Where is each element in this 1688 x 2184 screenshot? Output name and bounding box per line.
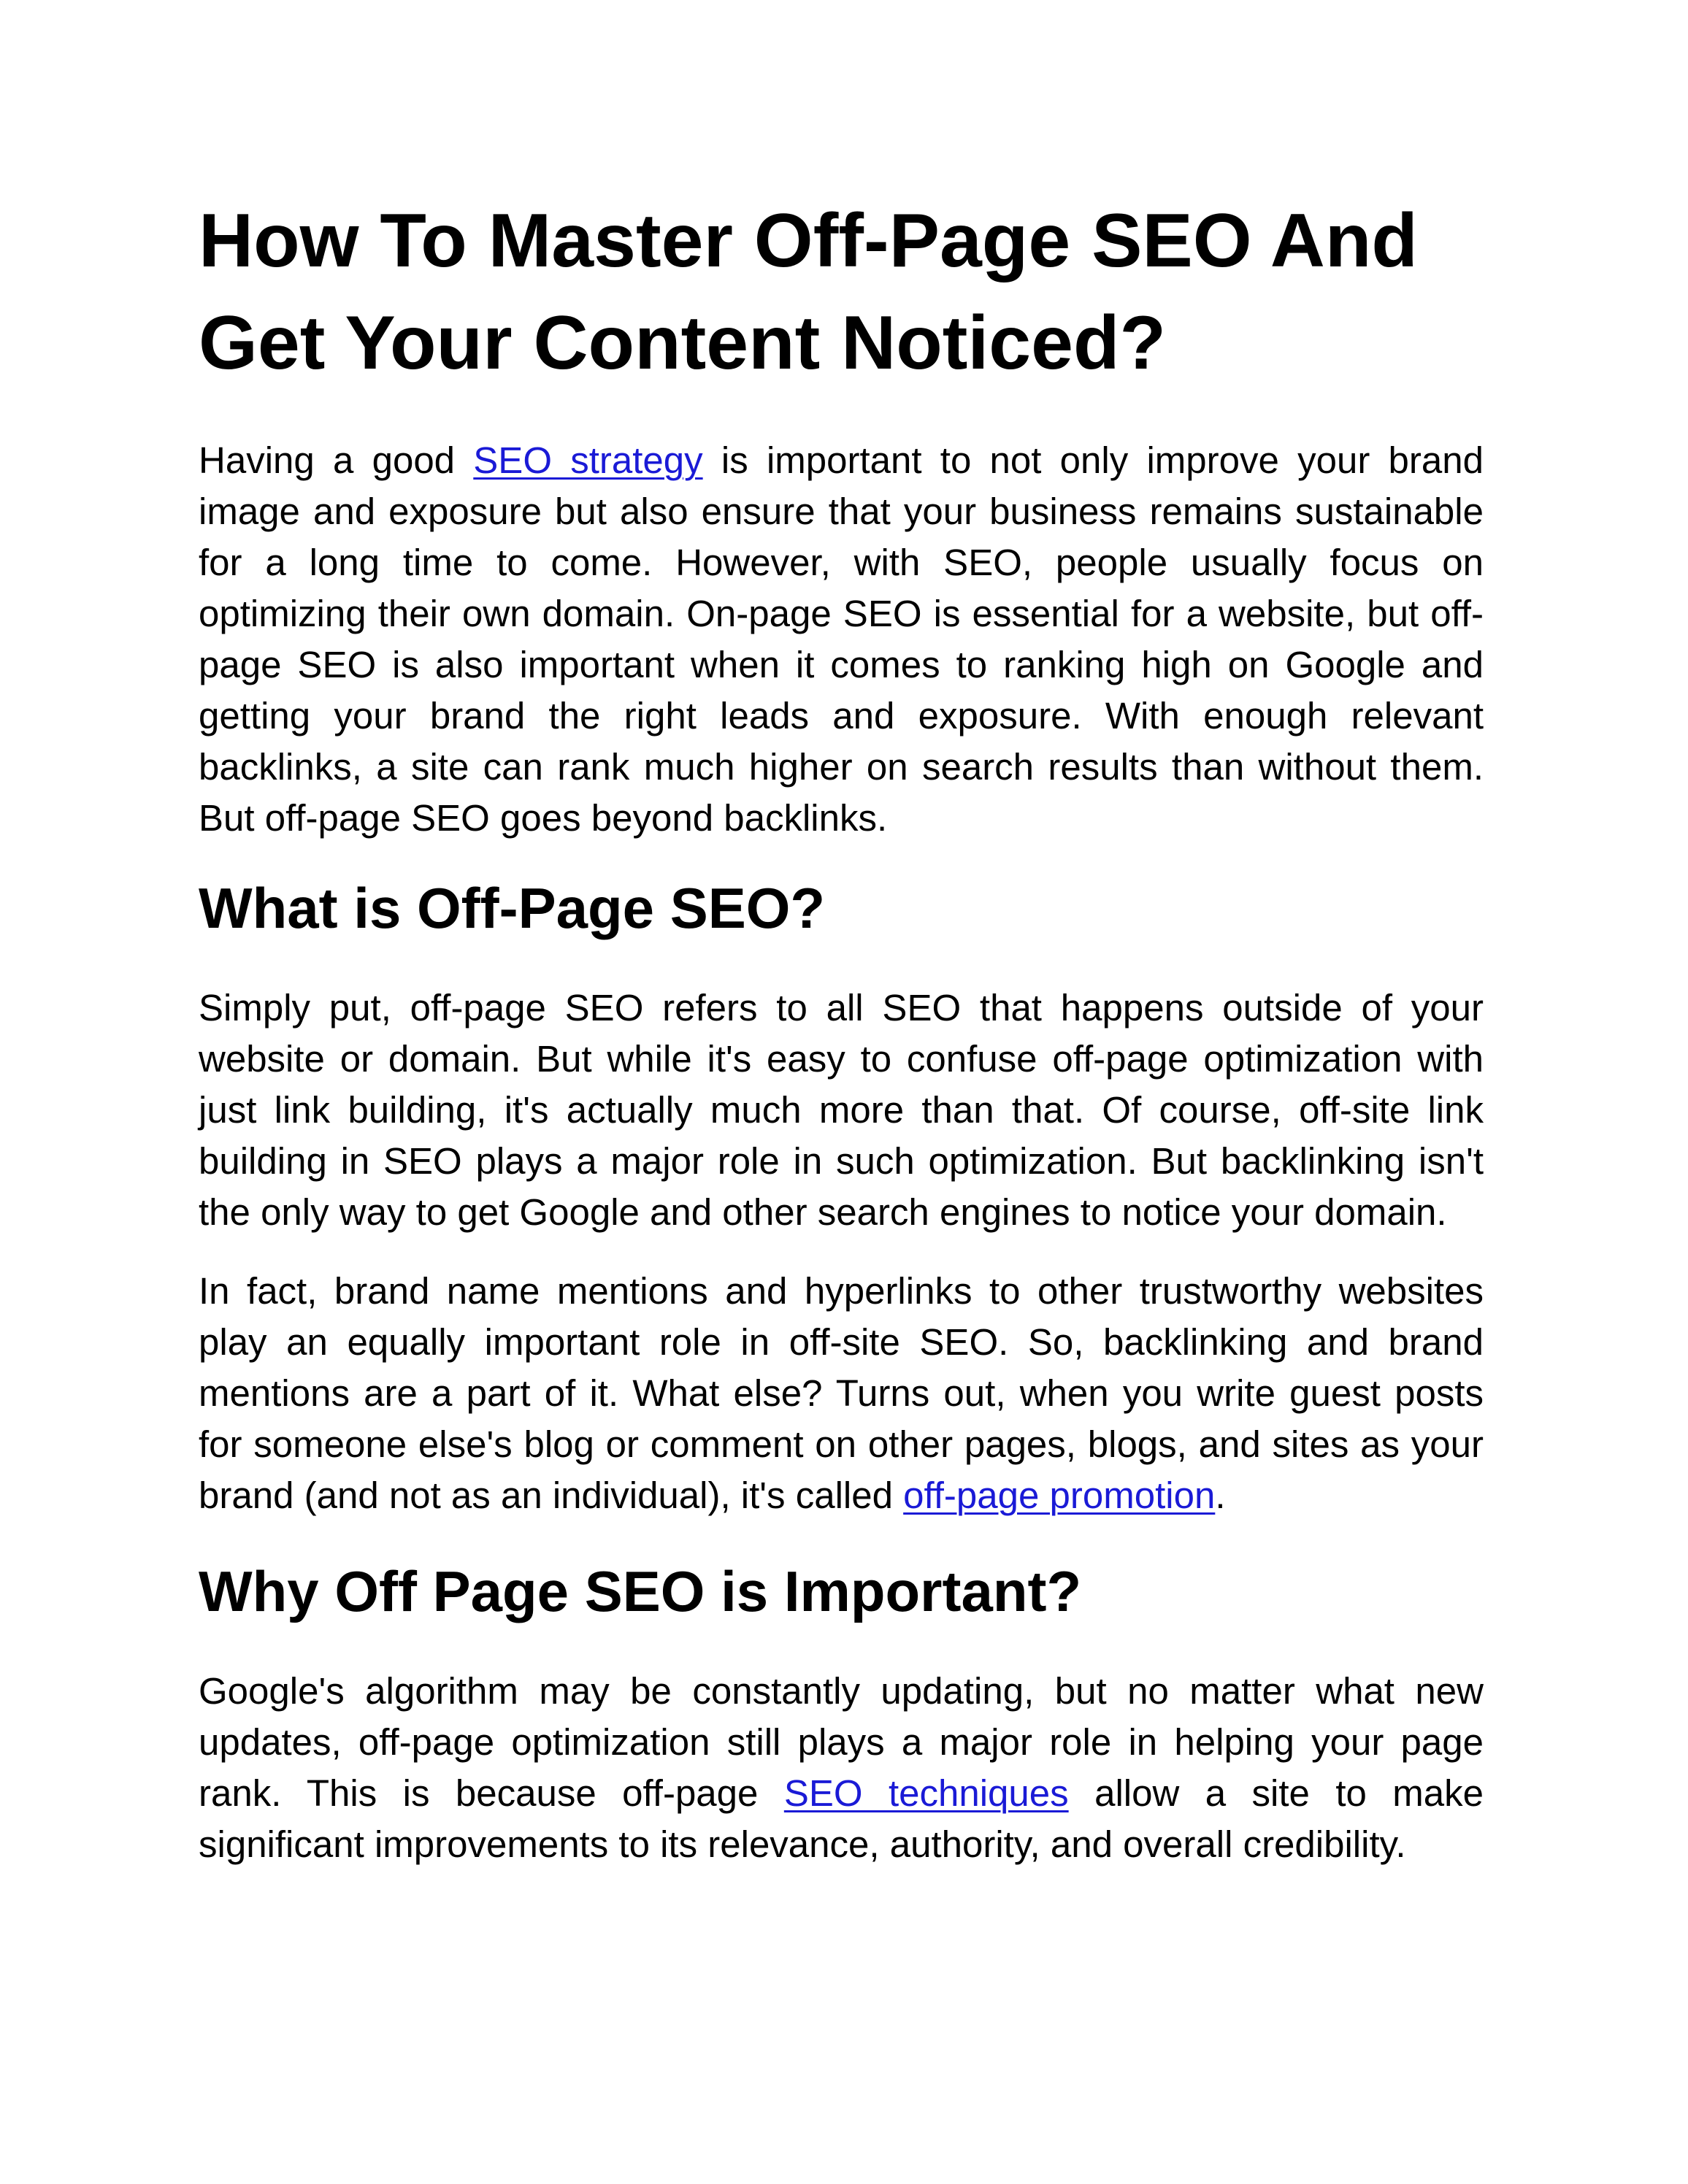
intro-text-end: is important to not only improve your brand image and exposure but also ensure that your business remains sustainable for a long time to come. However, with SEO, people usually focus on optimizing their own domain. On-page SEO is essential for a website, but off-page SEO is also important when it comes to ranking high on Google and getting your brand the right leads and exposure. With enough relevant backlinks, a site can rank much higher on search results than without them. But off-page SEO goes beyond backlinks. bbox=[199, 439, 1484, 839]
section-heading-what-is-off-page-seo: What is Off-Page SEO? bbox=[199, 876, 826, 940]
section-heading-why-off-page-seo-important: Why Off Page SEO is Important? bbox=[199, 1559, 1082, 1623]
importance-text-end: allow a site to make significant improvements to its relevance, authority, and overall credibility. bbox=[199, 1772, 1484, 1865]
brand-mentions-paragraph bbox=[199, 1266, 1484, 1521]
importance-text-start: Google's algorithm may be constantly updating, but no matter what new updates, off-page optimization still plays a major role in helping your page rank. This is because off-page bbox=[199, 1670, 1484, 1814]
document-page bbox=[199, 190, 1484, 1898]
definition-paragraph: Simply put, off-page SEO refers to all SEO that happens outside of your website or domain. But while it's easy to confuse off-page optimization with just link building, it's actually much more than that. Of course, off-site link building in SEO plays a major role in such optimization. But backlinking isn't the only way to get Google and other search engines to notice your domain. bbox=[199, 987, 1484, 1233]
intro-text-start: Having a good bbox=[199, 439, 474, 481]
brand-mentions-text-end: . bbox=[1215, 1474, 1226, 1516]
brand-mentions-text-start: In fact, brand name mentions and hyperlinks to other trustworthy websites play an equally important role in off-site SEO. So, backlinking and brand mentions are a part of it. What else? Turns out, when you write guest posts for someone else's blog or comment on other pages, blogs, and sites as your brand (and not as an individual), it's called bbox=[199, 1270, 1484, 1516]
intro-paragraph bbox=[199, 435, 1484, 844]
page-title: How To Master Off-Page SEO And Get Your Content Noticed? bbox=[199, 199, 1418, 385]
off-page-promotion-link[interactable]: off-page promotion bbox=[903, 1474, 1216, 1516]
seo-techniques-link[interactable]: SEO techniques bbox=[783, 1772, 1069, 1814]
importance-paragraph bbox=[199, 1666, 1484, 1870]
seo-strategy-link[interactable]: SEO strategy bbox=[473, 439, 703, 481]
